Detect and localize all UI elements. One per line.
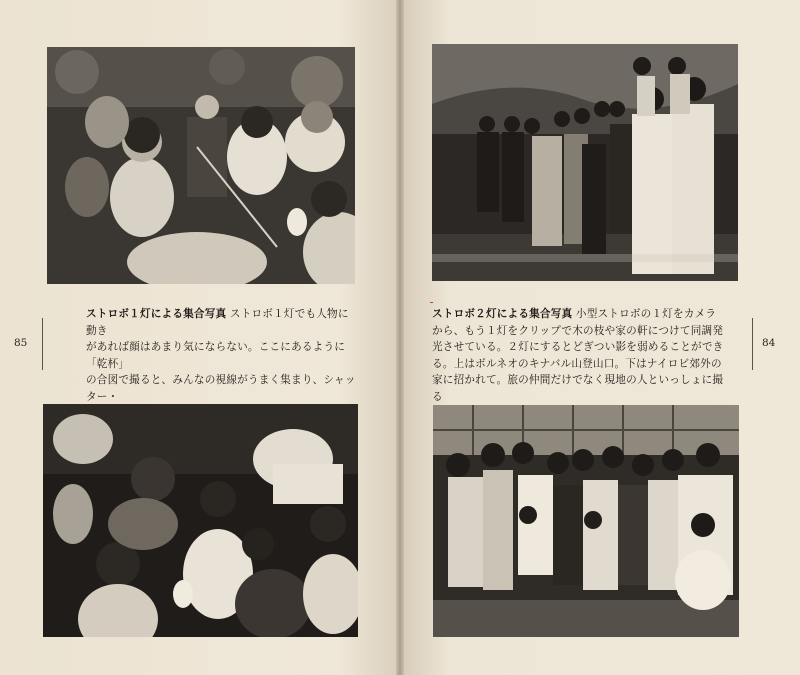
left-caption-line: ストロボ１灯でも人物に動き	[86, 308, 349, 337]
photo-nairobi-image	[433, 405, 739, 637]
photo-saipan-image	[47, 47, 355, 284]
right-caption-line: る。上はボルネオのキナバル山登山口。下はナイロビ郊外の	[432, 357, 722, 370]
right-caption-line: 家に招かれて。旅の仲間だけでなく現地の人といっしょに撮る	[432, 374, 724, 403]
photo-congo-lounge	[43, 404, 358, 637]
photo-congo-image	[43, 404, 358, 637]
right-page-number: 84	[762, 337, 776, 349]
right-caption-line: 小型ストロボの１灯をカメラ	[575, 308, 717, 320]
right-margin-rule	[752, 318, 753, 370]
right-caption-line: から、もう１灯をクリップで木の枝や家の軒につけて同調発	[432, 324, 724, 337]
left-margin-rule	[42, 318, 43, 370]
left-caption-lead: ストロボ１灯による集合写真	[86, 308, 227, 320]
accent-tick	[430, 302, 433, 303]
left-caption-line: があれば顔はあまり気にならない。ここにあるように「乾杯」	[86, 341, 346, 370]
right-caption-lead: ストロボ２灯による集合写真	[432, 308, 573, 320]
right-caption-line: 光させている。２灯にするとどぎつい影を弱めることができ	[432, 341, 724, 354]
left-page-number: 85	[14, 337, 28, 349]
book-gutter	[396, 0, 404, 675]
photo-nairobi-home	[433, 405, 739, 637]
left-caption-line: の合図で撮ると、みんなの視線がうまく集まり、シャッター・	[86, 374, 356, 403]
photo-kinabalu-group	[432, 44, 738, 281]
photo-kinabalu-image	[432, 44, 738, 281]
photo-saipan-toast	[47, 47, 355, 284]
